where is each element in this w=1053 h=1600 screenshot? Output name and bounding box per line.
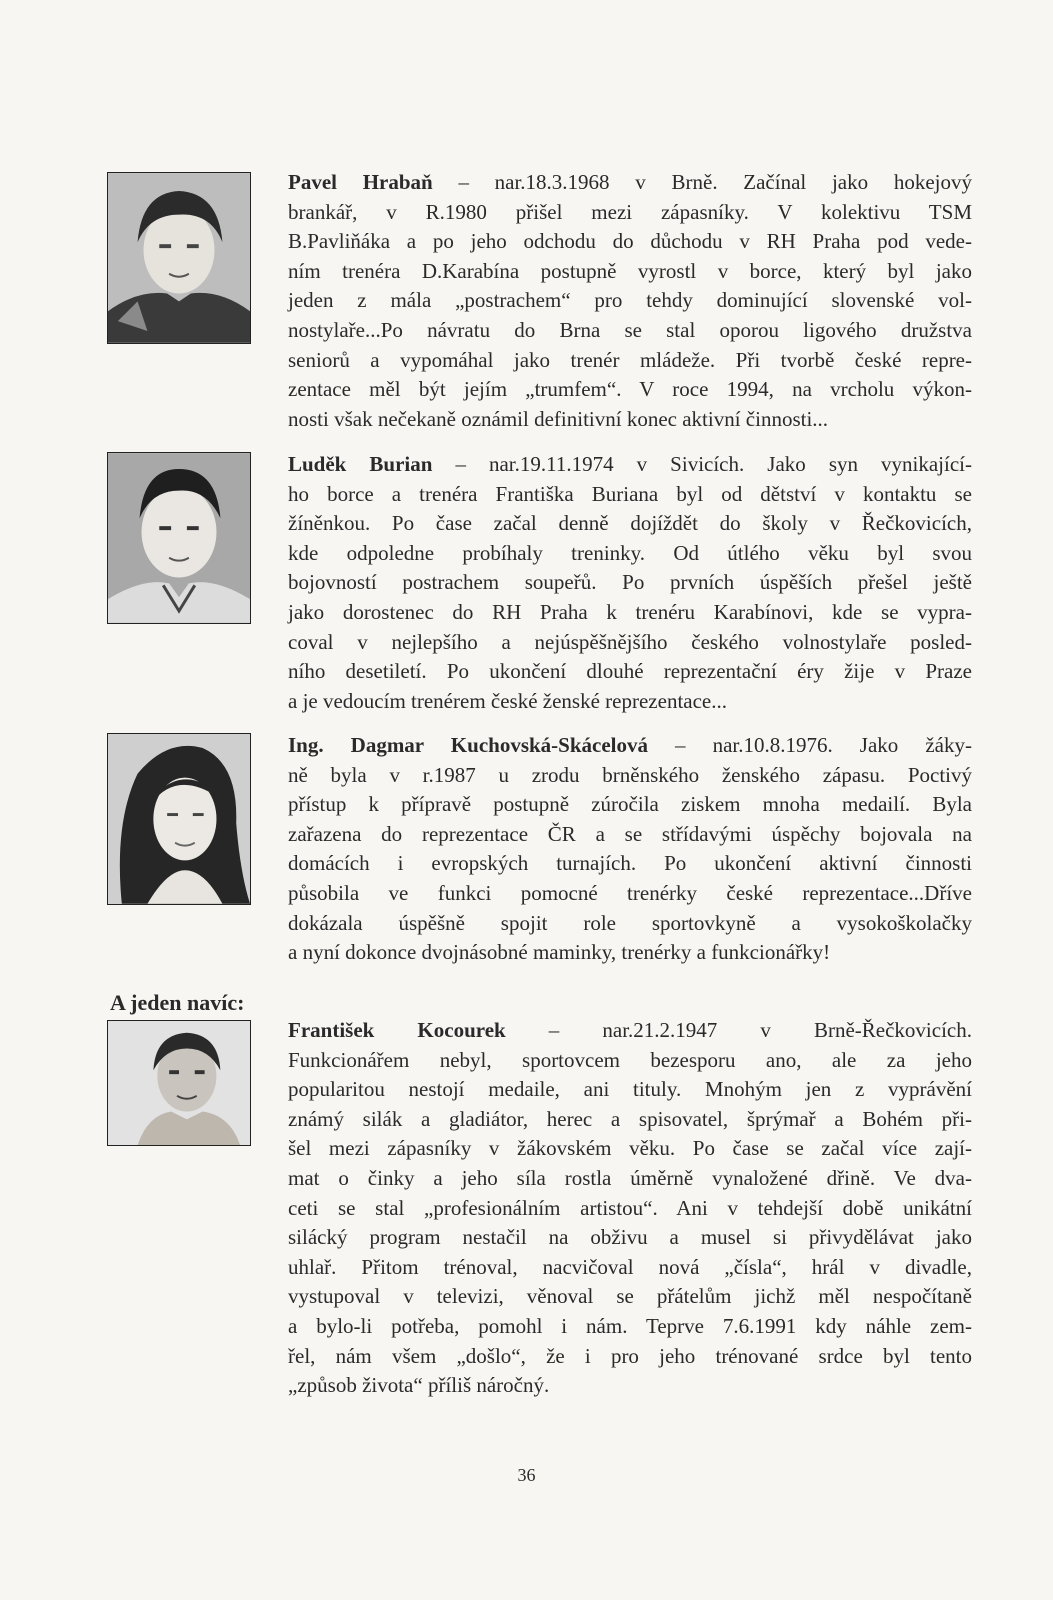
- bio-line: kde odpoledne probíhaly treninky. Od útlého věku byl svou: [288, 540, 972, 565]
- bio-entry-4: [288, 1016, 972, 1401]
- portrait-photo-2: [107, 452, 251, 624]
- bio-line: uhlař. Přitom trénoval, nacvičoval nová „čísla“, hrál v divadle,: [288, 1254, 972, 1279]
- bio-line: brankář, v R.1980 přišel mezi zápasníky. V kolektivu TSM: [288, 199, 972, 224]
- bio-line: Funkcionářem nebyl, sportovcem bezesporu ano, ale za jeho: [288, 1047, 972, 1072]
- bio-line: řel, nám všem „došlo“, že i pro jeho trénované srdce byl tento: [288, 1343, 972, 1368]
- bio-line: ního desetiletí. Po ukončení dlouhé reprezentační éry žije v Praze: [288, 659, 972, 684]
- bio-line: šel mezi zápasníky v žákovském věku. Po čase se začal více zají-: [288, 1136, 972, 1161]
- bio-name: František Kocourek: [288, 1018, 506, 1042]
- portrait-man-1-icon: [108, 173, 250, 343]
- page-number: 36: [517, 1465, 536, 1485]
- portrait-man-3-icon: [108, 1021, 250, 1145]
- bio-line: dokázala úspěšně spojit role sportovkyně a vysokoškolačky: [288, 910, 972, 935]
- bio-line: a je vedoucím trenérem české ženské reprezentace...: [288, 688, 727, 713]
- bio-name: Pavel Hrabaň: [288, 170, 433, 194]
- bio-line: zentace měl být jejím „trumfem“. V roce 1994, na vrcholu výkon-: [288, 377, 972, 402]
- portrait-photo-4: [107, 1020, 251, 1146]
- bio-line: nosti však nečekaně oznámil definitivní konec aktivní činnosti...: [288, 406, 829, 431]
- bio-line: ně byla v r.1987 u zrodu brněnského ženského zápasu. Poctivý: [288, 762, 972, 787]
- bio-line: zařazena do reprezentace ČR a se střídavými úspěchy bojovala na: [288, 821, 972, 846]
- portrait-photo-3: [107, 733, 251, 905]
- bio-line: známý silák a gladiátor, herec a spisovatel, šprýmař a Bohém při-: [288, 1106, 972, 1131]
- bio-line: nostylaře...Po návratu do Brna se stal oporou ligového družstva: [288, 317, 972, 342]
- bio-line: přístup k přípravě postupně zúročila ziskem mnoha medailí. Byla: [288, 792, 972, 817]
- bio-line: mat o činky a jeho síla rostla úměrně vynaložené dřině. Ve dva-: [288, 1165, 972, 1190]
- bio-line: Pavel Hrabaň – nar.18.3.1968 v Brně. Začínal jako hokejový: [288, 170, 972, 194]
- bio-line: ho borce a trenéra Františka Buriana byl od dětství v kontaktu se: [288, 481, 972, 506]
- bio-entry-1: [288, 168, 972, 434]
- bio-line: domácích i evropských turnajích. Po ukončení aktivní činnosti: [288, 851, 972, 876]
- bio-name: Luděk Burian: [288, 452, 433, 476]
- bio-line: „způsob života“ příliš náročný.: [288, 1373, 550, 1398]
- bio-line: bojovností postrachem soupeřů. Po prvních úspěších přešel ještě: [288, 570, 972, 595]
- bio-line: jako dorostenec do RH Praha k trenéru Karabínovi, kde se vypra-: [288, 599, 972, 624]
- bio-name: Ing. Dagmar Kuchovská-Skácelová: [288, 733, 648, 757]
- bio-line: František Kocourek – nar.21.2.1947 v Brně-Řečkovicích.: [288, 1018, 972, 1042]
- extra-heading: A jeden navíc:: [110, 990, 245, 1015]
- portrait-photo-1: [107, 172, 251, 344]
- portrait-woman-icon: [108, 734, 250, 904]
- bio-line: Luděk Burian – nar.19.11.1974 v Sivicích. Jako syn vynikající-: [288, 452, 972, 476]
- bio-line: popularitou nestojí medaile, ani tituly. Mnohým jen z vyprávění: [288, 1077, 972, 1102]
- bio-line: jeden z mála „postrachem“ pro tehdy dominující slovenské vol-: [288, 288, 972, 313]
- bio-line: ceti se stal „profesionálním artistou“. Ani v tehdejší době unikátní: [288, 1195, 972, 1220]
- bio-entry-2: [288, 450, 972, 716]
- bio-entry-3: [288, 731, 972, 968]
- bio-line: ním trenéra D.Karabína postupně vyrostl v borce, který byl jako: [288, 258, 972, 283]
- portrait-man-2-icon: [108, 453, 250, 623]
- bio-line: žíněnkou. Po čase začal denně dojíždět do školy v Řečkovicích,: [288, 511, 972, 536]
- bio-line: Ing. Dagmar Kuchovská-Skácelová – nar.10.8.1976. Jako žáky-: [288, 733, 972, 757]
- bio-line: a bylo-li potřeba, pomohl i nám. Teprve 7.6.1991 kdy náhle zem-: [288, 1313, 972, 1338]
- bio-line: B.Pavliňáka a po jeho odchodu do důchodu v RH Praha pod vede-: [288, 229, 972, 254]
- bio-line: silácký program nestačil na obživu a musel si přivydělávat jako: [288, 1225, 972, 1250]
- bio-line: a nyní dokonce dvojnásobné maminky, trenérky a funkcionářky!: [288, 940, 831, 965]
- bio-line: coval v nejlepšího a nejúspěšnějšího českého volnostylaře posled-: [288, 629, 972, 654]
- bio-line: vystupoval v televizi, věnoval se přátelům jichž měl nespočítaně: [288, 1284, 972, 1309]
- bio-line: seniorů a vypomáhal jako trenér mládeže. Při tvorbě české repre-: [288, 347, 972, 372]
- bio-line: působila ve funkci pomocné trenérky české reprezentace...Dříve: [288, 880, 972, 905]
